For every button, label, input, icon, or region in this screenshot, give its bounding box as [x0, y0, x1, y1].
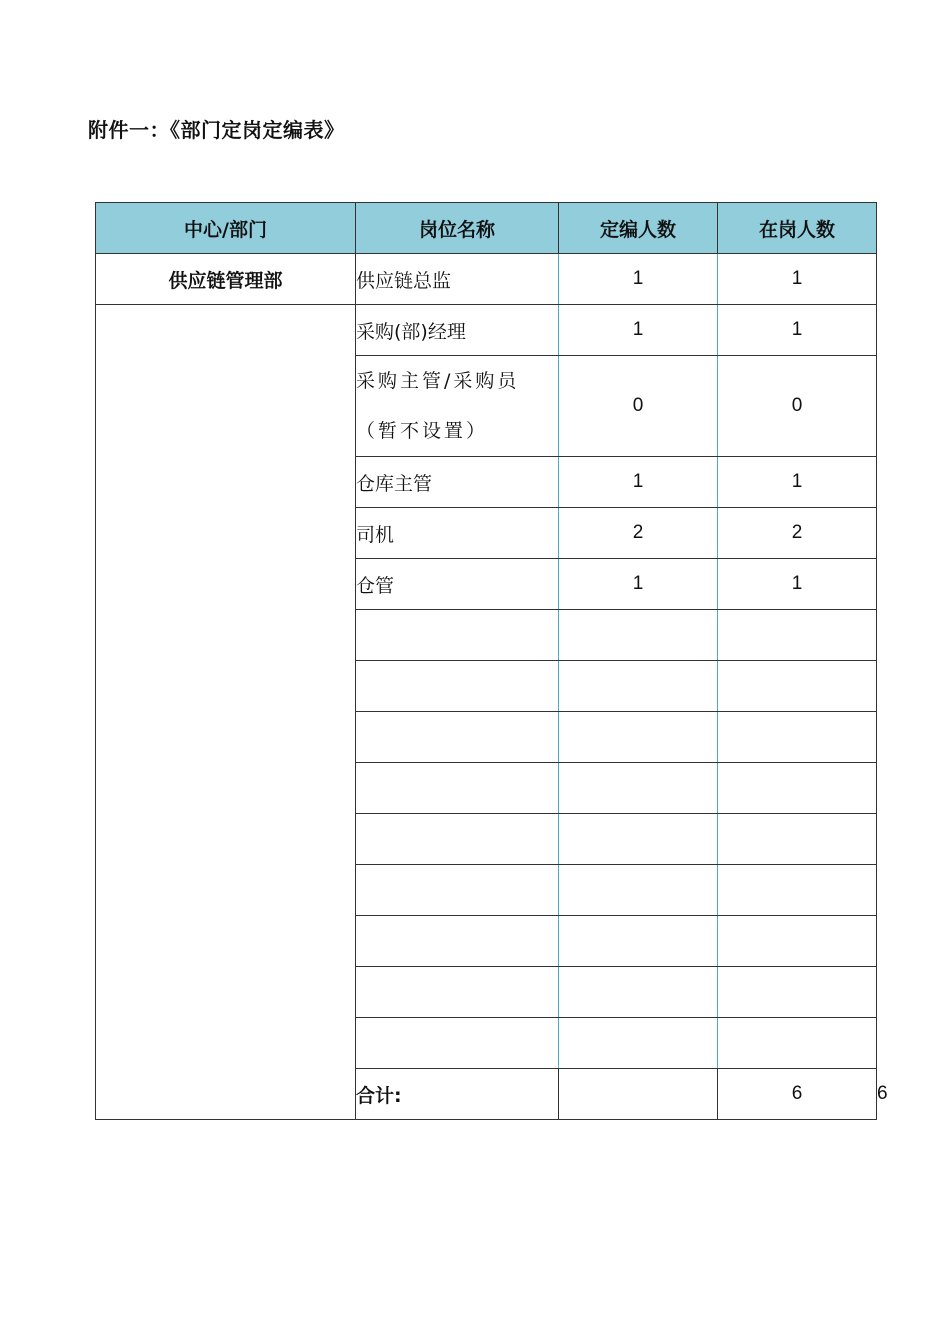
position-cell: 司机	[356, 508, 559, 559]
header-dept: 中心/部门	[96, 203, 356, 254]
position-cell: 仓库主管	[356, 457, 559, 508]
position-cell-empty	[356, 763, 559, 814]
position-cell-empty	[356, 610, 559, 661]
header-quota: 定编人数	[559, 203, 718, 254]
quota-cell-empty	[559, 865, 718, 916]
table-total-row: 合计: 6 6	[96, 1069, 877, 1120]
position-cell: 仓管	[356, 559, 559, 610]
position-cell: 采购(部)经理	[356, 305, 559, 356]
total-label: 合计:	[356, 1069, 559, 1120]
onboard-cell-empty	[718, 916, 877, 967]
onboard-cell: 1	[718, 559, 877, 610]
total-position-cell	[559, 1069, 718, 1120]
position-line-1: 采购主管/采购员	[356, 370, 520, 392]
position-cell-empty	[356, 865, 559, 916]
onboard-cell-empty	[718, 814, 877, 865]
staffing-table	[95, 202, 888, 1120]
quota-cell-empty	[559, 661, 718, 712]
quota-cell-empty	[559, 712, 718, 763]
onboard-cell-empty	[718, 1018, 877, 1069]
position-cell-empty	[356, 661, 559, 712]
department-name: 供应链管理部	[96, 254, 356, 305]
onboard-cell: 1	[718, 305, 877, 356]
table-row	[96, 305, 877, 356]
onboard-cell: 1	[718, 254, 877, 305]
quota-cell-empty	[559, 763, 718, 814]
quota-cell: 2	[559, 508, 718, 559]
onboard-cell: 2	[718, 508, 877, 559]
onboard-cell-empty	[718, 865, 877, 916]
quota-cell-empty	[559, 814, 718, 865]
total-quota: 6	[718, 1069, 877, 1120]
quota-cell: 1	[559, 305, 718, 356]
position-line-2: （暂不设置）	[356, 420, 489, 442]
position-cell-empty	[356, 916, 559, 967]
position-cell-empty	[356, 967, 559, 1018]
header-onboard: 在岗人数	[718, 203, 877, 254]
position-cell: 供应链总监	[356, 254, 559, 305]
onboard-cell-empty	[718, 763, 877, 814]
quota-cell: 1	[559, 457, 718, 508]
quota-cell: 1	[559, 559, 718, 610]
document-title: 附件一：《部门定岗定编表》	[88, 118, 345, 142]
quota-cell: 1	[559, 254, 718, 305]
quota-cell: 0	[559, 356, 718, 457]
quota-cell-empty	[559, 610, 718, 661]
quota-cell-empty	[559, 967, 718, 1018]
position-cell-empty	[356, 712, 559, 763]
onboard-cell-empty	[718, 712, 877, 763]
header-position: 岗位名称	[356, 203, 559, 254]
table-row	[96, 254, 877, 305]
position-cell-empty	[356, 814, 559, 865]
onboard-cell-empty	[718, 967, 877, 1018]
onboard-cell: 1	[718, 457, 877, 508]
position-cell-empty	[356, 1018, 559, 1069]
onboard-cell-empty	[718, 610, 877, 661]
quota-cell-empty	[559, 916, 718, 967]
onboard-cell: 0	[718, 356, 877, 457]
quota-cell-empty	[559, 1018, 718, 1069]
position-cell	[356, 356, 559, 457]
dept-merged-blank-cell	[96, 305, 356, 1120]
onboard-cell-empty	[718, 661, 877, 712]
table-header-row	[96, 203, 877, 254]
